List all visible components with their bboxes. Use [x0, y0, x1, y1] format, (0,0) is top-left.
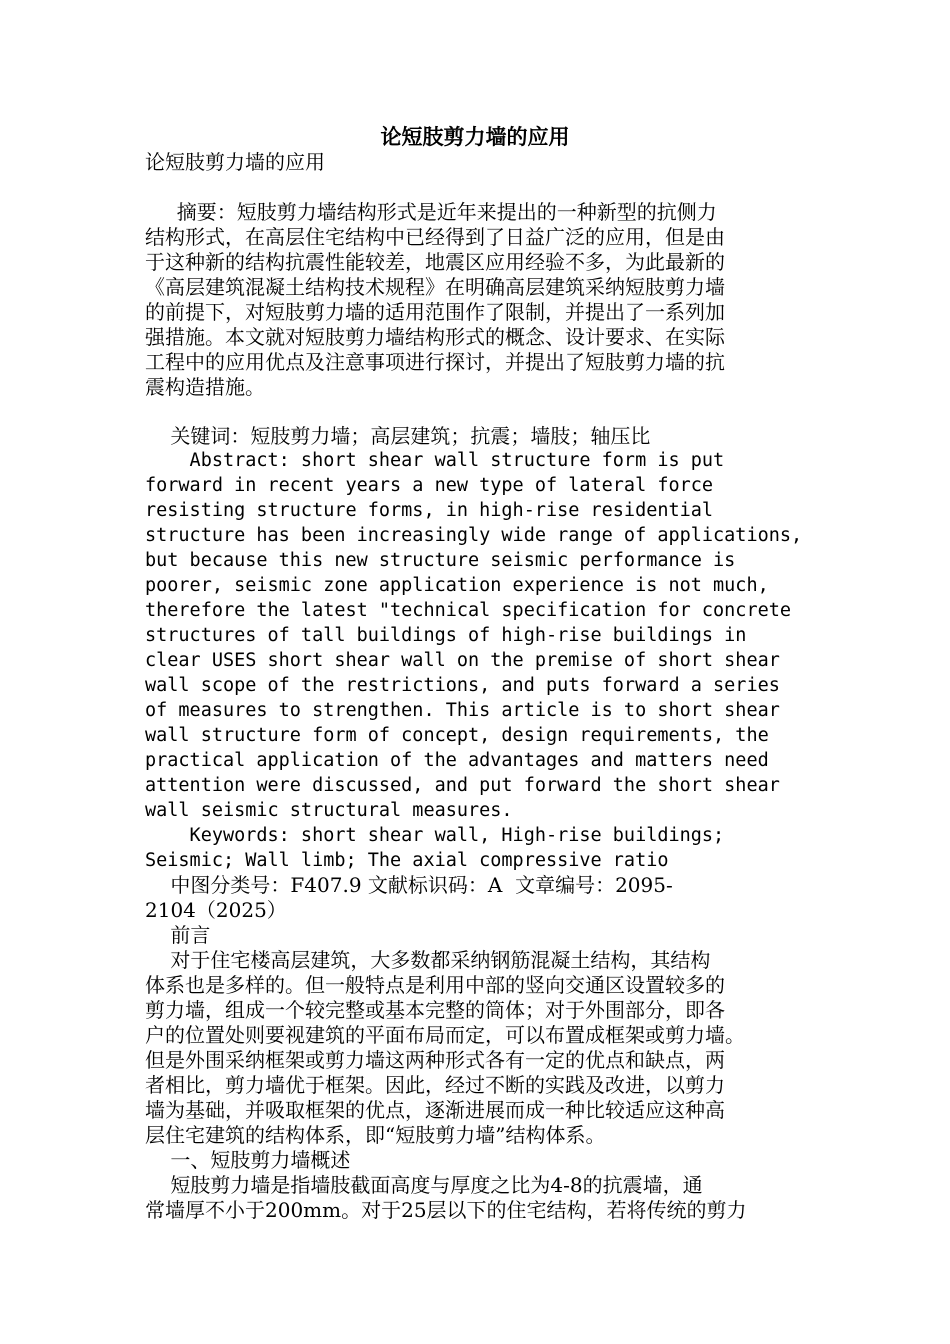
body-line: 户的位置处则要视建筑的平面布局而定，可以布置成框架或剪力墙。 [145, 1023, 745, 1047]
keywords-chinese: 关键词：短肢剪力墙；高层建筑；抗震；墙肢；轴压比 [145, 424, 651, 448]
abstract-en-line: poorer, seismic zone application experience is not much, [145, 575, 769, 596]
abstract-en-line: but because this new structure seismic performance is [145, 550, 736, 571]
abstract-cn-line: 工程中的应用优点及注意事项进行探讨，并提出了短肢剪力墙的抗 [145, 350, 725, 374]
section-heading-preface: 前言 [145, 923, 211, 947]
abstract-en-line: structures of tall buildings of high-rise buildings in [145, 625, 747, 646]
body-line: 墙为基础，并吸取框架的优点，逐渐进展而成一种比较适应这种高 [145, 1098, 725, 1122]
abstract-en-line: practical application of the advantages and matters need [145, 750, 769, 771]
abstract-cn-line: 于这种新的结构抗震性能较差，地震区应用经验不多，为此最新的 [145, 250, 725, 274]
body-line: 对于住宅楼高层建筑，大多数都采纳钢筋混凝土结构，其结构 [145, 948, 711, 972]
keywords-en-line: Seismic; Wall limb; The axial compressive ratio [145, 850, 669, 871]
abstract-cn-line: 强措施。本文就对短肢剪力墙结构形式的概念、设计要求、在实际 [145, 325, 725, 349]
classification-line: 中图分类号：F407.9 文献标识码：A 文章编号：2095- [145, 873, 673, 897]
abstract-en-line: attention were discussed, and put forward the short shear [145, 775, 780, 796]
body-line: 剪力墙，组成一个较完整或基本完整的筒体；对于外围部分，即各 [145, 998, 725, 1022]
abstract-en-line: structure has been increasingly wide range of applications, [145, 525, 803, 546]
abstract-cn-line: 的前提下，对短肢剪力墙的适用范围作了限制，并提出了一系列加 [145, 300, 725, 324]
abstract-en-line: of measures to strengthen. This article is to short shear [145, 700, 780, 721]
abstract-en-line: clear USES short shear wall on the premise of short shear [145, 650, 780, 671]
abstract-cn-line: 震构造措施。 [145, 375, 265, 399]
section-heading-overview: 一、短肢剪力墙概述 [145, 1148, 351, 1172]
classification-line: 2104（2025） [145, 898, 287, 922]
abstract-cn-line: 《高层建筑混凝土结构技术规程》在明确高层建筑采纳短肢剪力墙 [145, 275, 725, 299]
body-line: 短肢剪力墙是指墙肢截面高度与厚度之比为4-8的抗震墙，通 [145, 1173, 703, 1197]
body-line: 层住宅建筑的结构体系，即“短肢剪力墙”结构体系。 [145, 1123, 606, 1147]
abstract-cn-line: 摘要：短肢剪力墙结构形式是近年来提出的一种新型的抗侧力 [145, 200, 717, 224]
document-subtitle: 论短肢剪力墙的应用 [145, 150, 325, 174]
body-line: 体系也是多样的。但一般特点是利用中部的竖向交通区设置较多的 [145, 973, 725, 997]
body-line: 常墙厚不小于200mm。对于25层以下的住宅结构，若将传统的剪力 [145, 1198, 747, 1222]
body-line: 但是外围采纳框架或剪力墙这两种形式各有一定的优点和缺点，两 [145, 1048, 725, 1072]
keywords-en-line: Keywords: short shear wall, High-rise buildings; [145, 825, 725, 846]
abstract-en-line: forward in recent years a new type of lateral force [145, 475, 714, 496]
abstract-cn-line: 结构形式，在高层住宅结构中已经得到了日益广泛的应用，但是由 [145, 225, 725, 249]
abstract-en-line: therefore the latest "technical specification for concrete [145, 600, 792, 621]
body-line: 者相比，剪力墙优于框架。因此，经过不断的实践及改进，以剪力 [145, 1073, 725, 1097]
abstract-en-line: wall scope of the restrictions, and puts forward a series [145, 675, 780, 696]
abstract-en-line: wall seismic structural measures. [145, 800, 513, 821]
abstract-en-line: wall structure form of concept, design requirements, the [145, 725, 769, 746]
document-title: 论短肢剪力墙的应用 [380, 124, 570, 149]
abstract-en-line: resisting structure forms, in high-rise residential [145, 500, 714, 521]
abstract-en-line: Abstract: short shear wall structure form is put [145, 450, 725, 471]
